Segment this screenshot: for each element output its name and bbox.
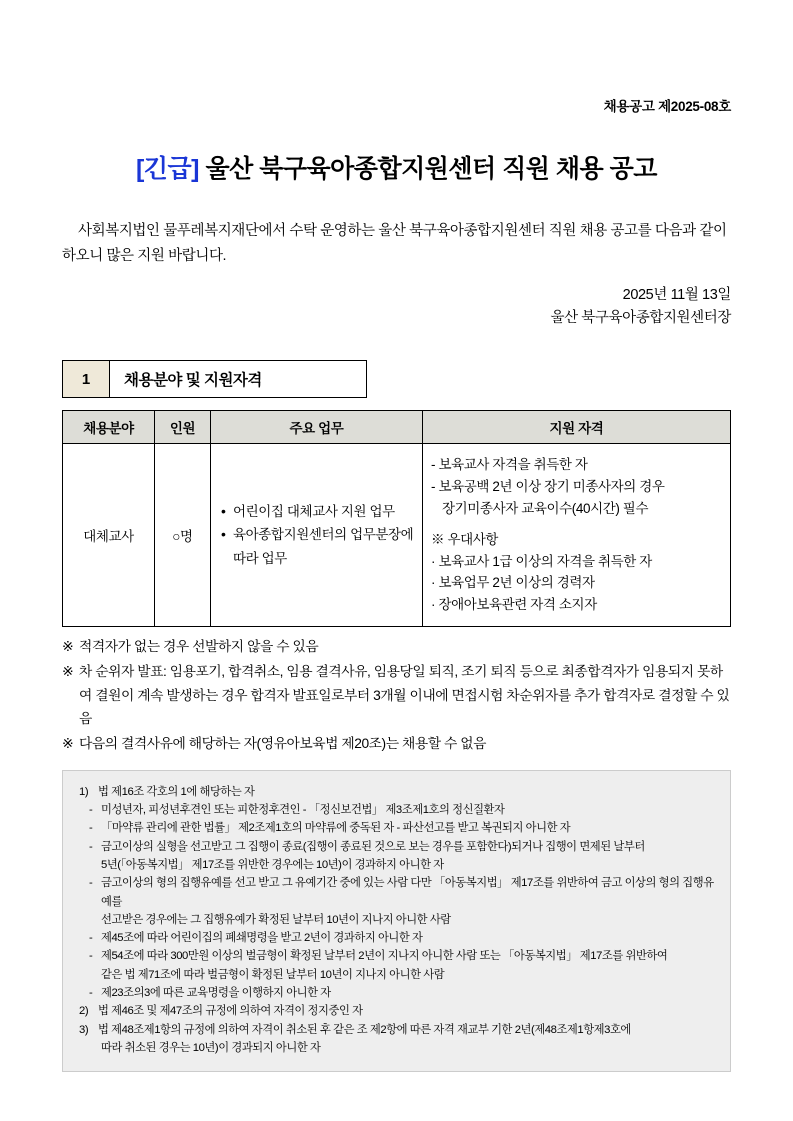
page-title [62,149,731,185]
note-mark: ※ [62,736,74,752]
sub-text: 제45조에 따라 어린이집의 폐쇄명령을 받고 2년이 경과하지 아니한 자 [101,932,423,945]
sub-dash: - [89,987,93,999]
sub-dash: - [89,840,93,853]
notice-date: 2025년 11월 13일 [622,286,731,303]
section-title: 채용분야 및 지원자격 [110,360,367,398]
qualification-line: - 보육교사 자격을 취득한 자 [431,457,588,473]
disqualification-subitem [79,947,714,965]
cell-qualification [423,444,731,627]
qualification-line: - 보육공백 2년 이상 장기 미종사자의 경우 [431,478,665,494]
disqualification-item [79,1002,714,1020]
section-number: 1 [62,360,110,398]
sub-dash: - [89,822,93,835]
item-text: 법 제48조제1항의 규정에 의하여 자격이 취소된 후 같은 조 제2항에 따른 자격 재교부 기한 2년(제48조제1항제3호에 [98,1023,631,1036]
item-number: 1) [79,785,89,798]
duties-list [219,500,414,571]
disqualification-subitem [79,966,714,984]
qualification-line: · 보육교사 1급 이상의 자격을 취득한 자 [431,553,652,569]
section-header [62,360,731,398]
cell-field: 대체교사 [63,444,155,627]
qualification-line: 장기미종사자 교육이수(40시간) 필수 [442,500,649,516]
disqualification-subitem [79,984,714,1002]
item-number: 2) [79,1005,89,1018]
issuing-organization: 울산 북구육아종합지원센터장 [550,309,731,326]
disqualification-item [79,1021,714,1039]
disqualification-subitem [79,874,714,911]
table-row [63,444,731,627]
recruitment-table [62,410,731,627]
sub-dash [89,856,101,874]
disqualification-subitem [79,819,714,837]
sub-text: 제54조에 따라 300만원 이상의 벌금형이 확정된 날부터 2년이 지나지 아니한 사람 또는 「아동복지법」 제17조를 위반하여 [101,950,668,963]
list-item: • 육아종합지원센터의 업무분장에 따라 업무 [219,523,414,570]
col-field: 채용분야 [63,411,155,444]
table-header-row [63,411,731,444]
qualification-spacer [431,520,722,529]
note-item [62,660,731,731]
qualification-line: · 장애아보육관련 자격 소지자 [431,597,597,613]
disqualification-subitem [79,838,714,856]
sub-dash: - [89,804,93,817]
note-mark: ※ [62,639,74,655]
sub-dash [89,911,101,929]
list-item: • 어린이집 대체교사 지원 업무 [219,500,414,524]
sub-text: 5년(「아동복지법」 제17조를 위반한 경우에는 10년)이 경과하지 아니한 자 [101,858,444,871]
note-text: 적격자가 없는 경우 선발하지 않을 수 있음 [79,639,319,655]
sub-dash: - [89,932,93,945]
sub-dash: - [89,877,93,890]
note-item [62,732,731,756]
note-item [62,635,731,659]
disqualification-subitem [79,856,714,874]
col-count: 인원 [155,411,211,444]
sub-dash: - [89,950,93,963]
notice-number: 채용공고 제2025-08호 [603,99,731,114]
item-text: 법 제16조 각호의 1에 해당하는 자 [98,785,255,798]
disqualification-subitem [79,801,714,819]
disqualification-subitem [79,911,714,929]
item-continuation: 따라 취소된 경우는 10년)이 경과되지 아니한 자 [101,1041,321,1054]
notes-block [62,635,731,756]
title-main: 울산 북구육아종합지원센터 직원 채용 공고 [205,155,657,183]
col-qualification: 지원 자격 [423,411,731,444]
sub-text: 「마약류 관리에 관한 법률」 제2조제1호의 마약류에 중독된 자 - 파산선고를 받고 복권되지 아니한 자 [101,822,571,835]
item-number: 3) [79,1023,89,1036]
disqualification-subitem [79,929,714,947]
intro-paragraph: 사회복지법인 물푸레복지재단에서 수탁 운영하는 울산 북구육아종합지원센터 직원 채용 공고를 다음과 같이 하오니 많은 지원 바랍니다. [62,223,727,265]
disqualification-box [62,770,731,1072]
cell-count: ○명 [155,444,211,627]
sub-text: 금고이상의 형의 집행유예를 선고 받고 그 유예기간 중에 있는 사람 다만 「아동복지법」 제17조를 위반하여 금고 이상의 형의 집행유예를 [101,877,714,908]
disqualification-item [79,783,714,801]
note-mark: ※ [62,663,74,679]
note-text: 차 순위자 발표: 임용포기, 합격취소, 임용 결격사유, 임용당일 퇴직, 조기 퇴직 등으로 최종합격자가 임용되지 못하여 결원이 계속 발생하는 경우 합격자 발표일로부터 3개월 이내에 면접시험 차순위자를 추가 합격자로 결정할 수 있음 [79,663,730,727]
sub-text: 제23조의3에 따른 교육명령을 이행하지 아니한 자 [101,987,331,999]
sub-text: 같은 법 제71조에 따라 벌금형이 확정된 날부터 10년이 지나지 아니한 사람 [101,968,445,981]
qualification-line: · 보육업무 2년 이상의 경력자 [431,575,595,591]
preference-heading: ※ 우대사항 [431,531,499,547]
cell-duties [211,444,423,627]
sub-dash [89,966,101,984]
col-duties: 주요 업무 [211,411,423,444]
sub-text: 미성년자, 피성년후견인 또는 피한정후견인 - 「정신보건법」 제3조제1호의 정신질환자 [101,804,505,817]
sub-text: 선고받은 경우에는 그 집행유예가 확정된 날부터 10년이 지나지 아니한 사람 [101,913,451,926]
urgent-tag: [긴급] [136,155,199,183]
note-text: 다음의 결격사유에 해당하는 자(영유아보육법 제20조)는 채용할 수 없음 [79,736,486,752]
item-text: 법 제46조 및 제47조의 규정에 의하여 자격이 정지중인 자 [98,1005,363,1018]
sub-text: 금고이상의 실형을 선고받고 그 집행이 종료(집행이 종료된 것으로 보는 경우를 포함한다)되거나 집행이 면제된 날부터 [101,840,645,853]
